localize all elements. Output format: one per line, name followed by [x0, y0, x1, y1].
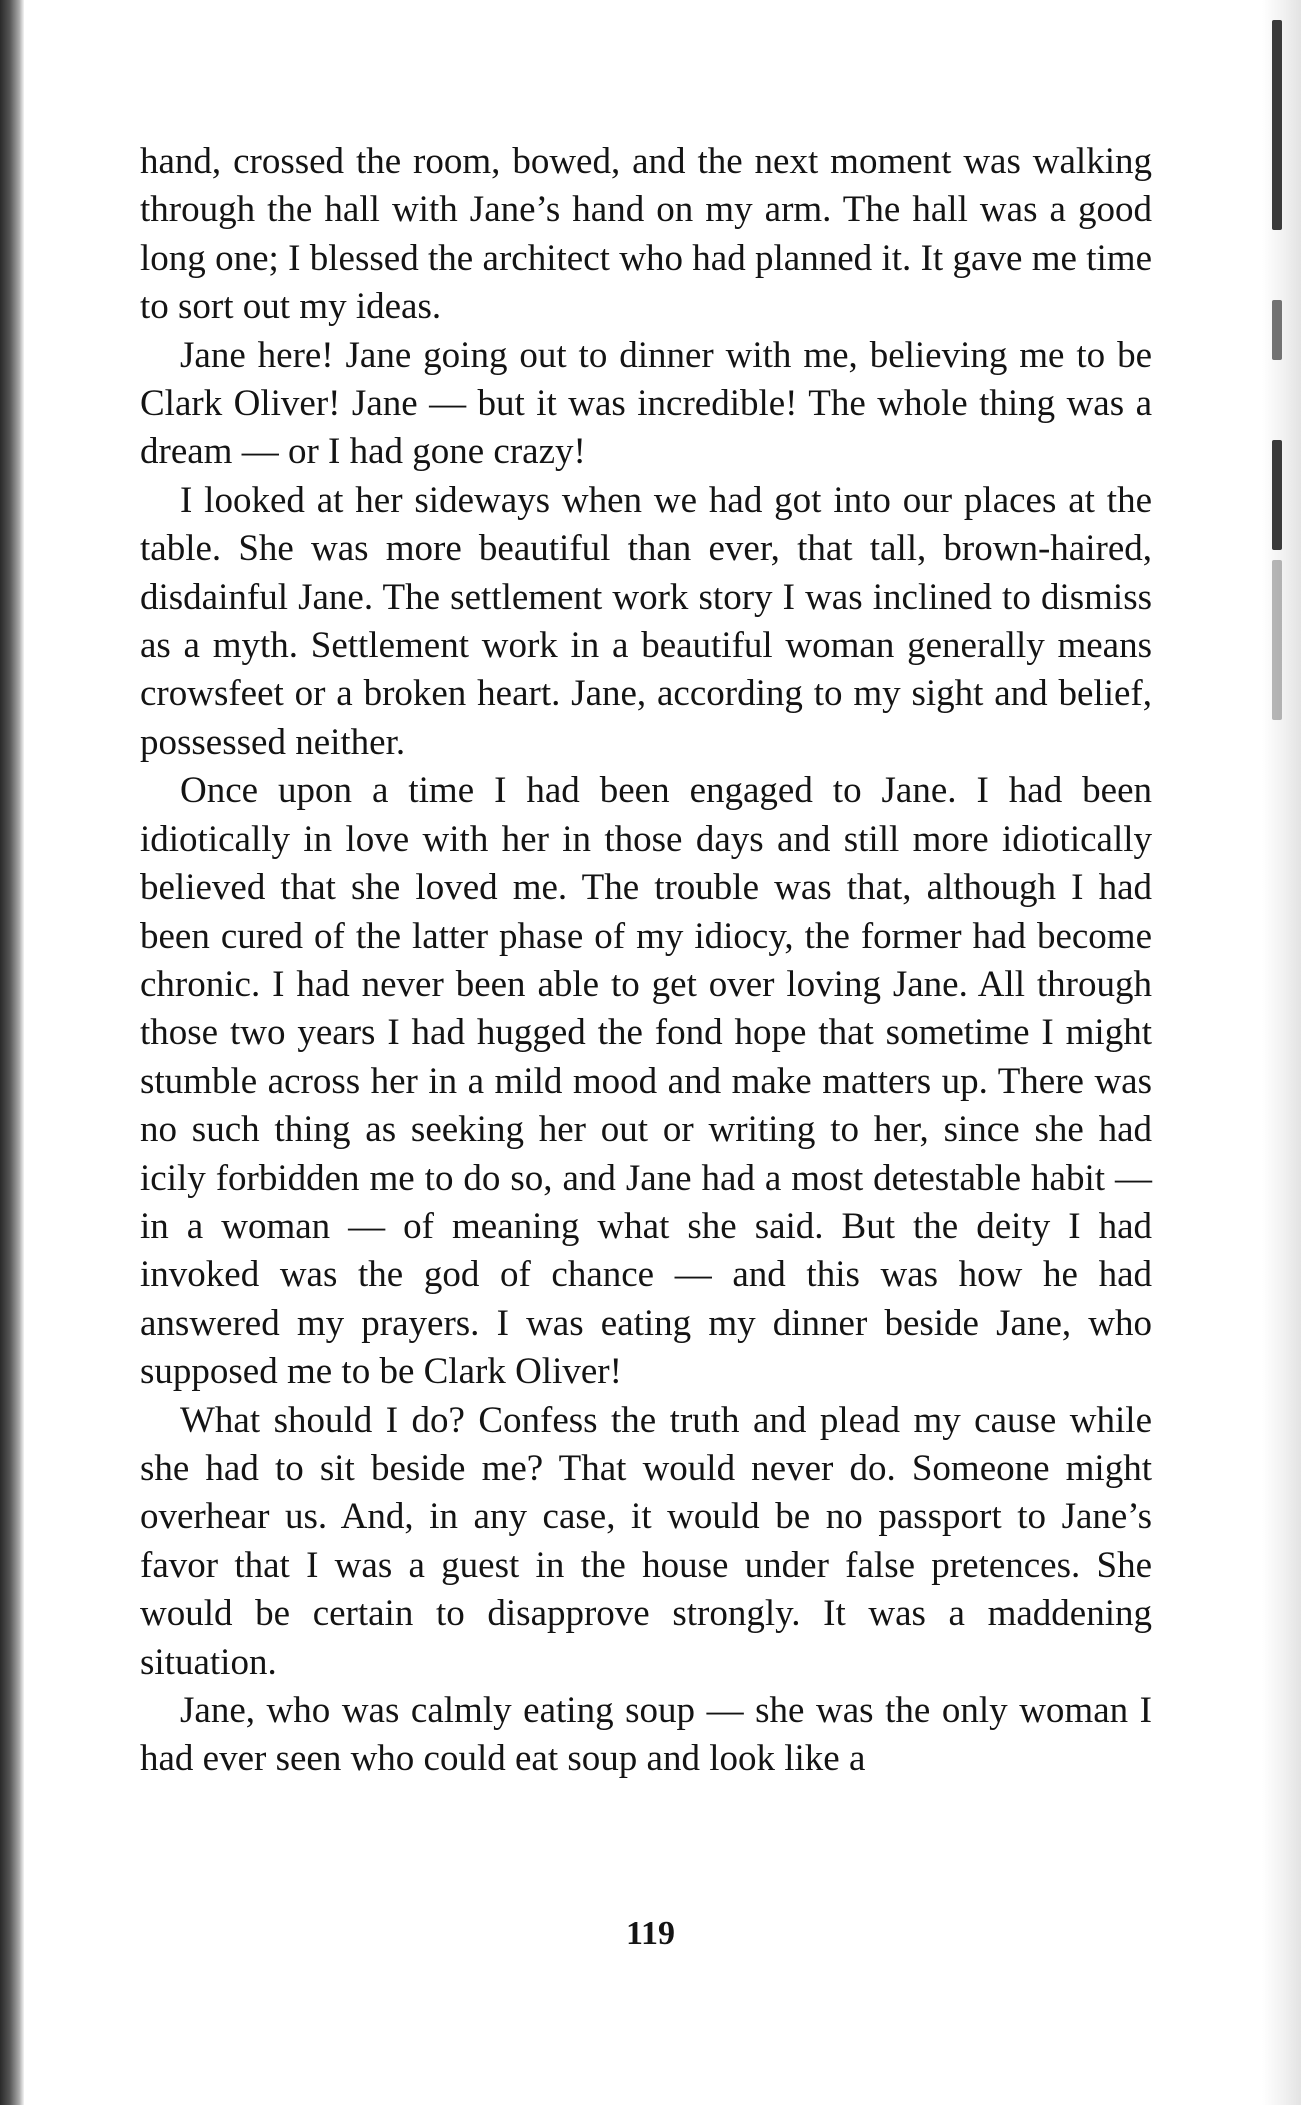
paragraph-3: I looked at her sideways when we had got into our places at the table. She was more beautiful than ever, that tall, brown-haired, disdainful Jane. The settlement work story I was inclined to dismiss as a myth. Settlement work in a beautiful woman generally means crowsfeet or a broken heart. Jane, according to my sight and belief, possessed neither.: [140, 479, 1152, 763]
paragraph-2: Jane here! Jane going out to dinner with me, believing me to be Clark Oliver! Jane — but it was incredible! The whole thing was a dream — or I had gone crazy!: [140, 334, 1152, 473]
paragraph-5: What should I do? Confess the truth and plead my cause while she had to sit beside me? That would never do. Someone might overhear us. And, in any case, it would be no passport to Jane’s favor that I was a guest in the house under false pretences. She would be certain to disapprove strongly. It was a maddening situation.: [140, 1399, 1152, 1683]
page-edge-mark: [1272, 20, 1282, 230]
page-body: [140, 138, 1152, 1784]
paragraph-1: hand, crossed the room, bowed, and the next moment was walking through the hall with Jane’s hand on my arm. The hall was a good long one; I blessed the architect who had planned it. It gave me time to sort out my ideas.: [140, 141, 1152, 328]
page-edge-mark: [1272, 300, 1282, 360]
paragraph-4: Once upon a time I had been engaged to Jane. I had been idiotically in love with her in those days and still more idiotically believed that she loved me. The trouble was that, although I had been cured of the latter phase of my idiocy, the former had become chronic. I had never been able to get over loving Jane. All through those two years I had hugged the fond hope that sometime I might stumble across her in a mild mood and make matters up. There was no such thing as seeking her out or writing to her, since she had icily forbidden me to do so, and Jane had a most detestable habit — in a woman — of meaning what she said. But the deity I had invoked was the god of chance — and this was how he had answered my prayers. I was eating my dinner beside Jane, who supposed me to be Clark Oliver!: [140, 770, 1152, 1393]
page-edge-mark: [1272, 560, 1282, 720]
paragraph-6: Jane, who was calmly eating soup — she was the only woman I had ever seen who could eat soup and look like a: [140, 1690, 1152, 1780]
page-number: 119: [625, 1915, 676, 1952]
book-spine-shadow: [0, 0, 24, 2105]
page-edge-mark: [1272, 440, 1282, 550]
